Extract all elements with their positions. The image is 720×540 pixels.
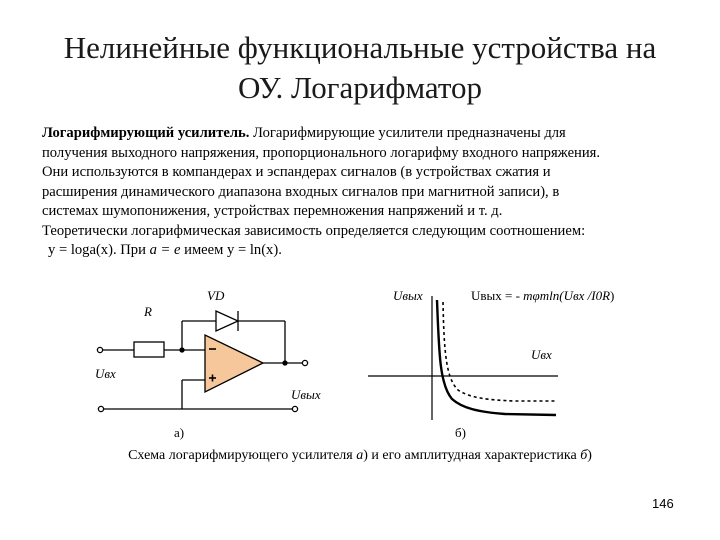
caption-part-e: )	[587, 448, 592, 463]
diode-triangle	[216, 311, 238, 331]
body-line-6: Теоретически логарифмическая зависимость определяется следующим соотношением:	[42, 222, 586, 239]
opamp-triangle	[205, 335, 263, 392]
caption-part-c: ) и его амплитудная характеристика	[363, 448, 581, 463]
equation-part-b: mφт	[523, 288, 550, 303]
page-number: 146	[652, 496, 674, 511]
output-voltage-label: Uвых	[291, 387, 321, 402]
equation-part-d: I0R	[591, 288, 611, 303]
caption-part-b: а	[356, 448, 364, 463]
input-voltage-label: Uвх	[95, 366, 116, 381]
formula-part-a: у = loga(x). При	[48, 242, 150, 258]
circuit-schematic	[97, 311, 307, 412]
resistor-label: R	[144, 304, 152, 319]
title-line-1: Нелинейные функциональные устройства на	[63, 30, 657, 65]
output-terminal	[302, 360, 307, 365]
graph-equation	[471, 288, 614, 304]
ground-terminal-left	[98, 406, 103, 411]
resistor	[134, 342, 164, 357]
body-line-1-rest: Логарифмирующие усилители предназначены для	[249, 125, 566, 141]
figure-caption	[0, 448, 720, 464]
graph-panel-label: б)	[455, 425, 466, 440]
diode-label: VD	[207, 288, 225, 303]
body-line-2: получения выходного напряжения, пропорционального логарифму входного напряжения.	[42, 144, 601, 161]
input-terminal	[97, 347, 102, 352]
body-line-5: системах шумопонижения, устройствах перемножения напряжений и т. д.	[42, 203, 503, 219]
equation-part-c: ln(Uвх /	[549, 288, 592, 303]
caption-part-d: б	[580, 448, 588, 463]
caption-part-a: Схема логарифмирующего усилителя	[128, 448, 357, 463]
formula-part-b: а = е	[149, 242, 181, 258]
graph-y-axis-label: Uвых	[393, 288, 423, 303]
circuit-panel-label: а)	[174, 425, 185, 440]
title-line-2: ОУ. Логарифматор	[238, 70, 482, 105]
graph-x-axis-label: Uвх	[531, 347, 552, 362]
lead-term: Логарифмирующий усилитель.	[42, 125, 250, 141]
ground-terminal-right	[292, 406, 297, 411]
equation-part-e: )	[610, 288, 615, 303]
formula-part-c: имеем у = ln(x).	[180, 242, 282, 258]
output-node	[283, 361, 287, 365]
equation-part-a: Uвых = -	[471, 288, 524, 303]
body-line-3: Они используются в компандерах и эспандерах сигналов (в устройствах сжатия и	[42, 164, 551, 180]
transfer-characteristic	[368, 296, 558, 420]
body-line-4: расширения динамического диапазона входных сигналов при магнитной записи), в	[42, 183, 560, 200]
